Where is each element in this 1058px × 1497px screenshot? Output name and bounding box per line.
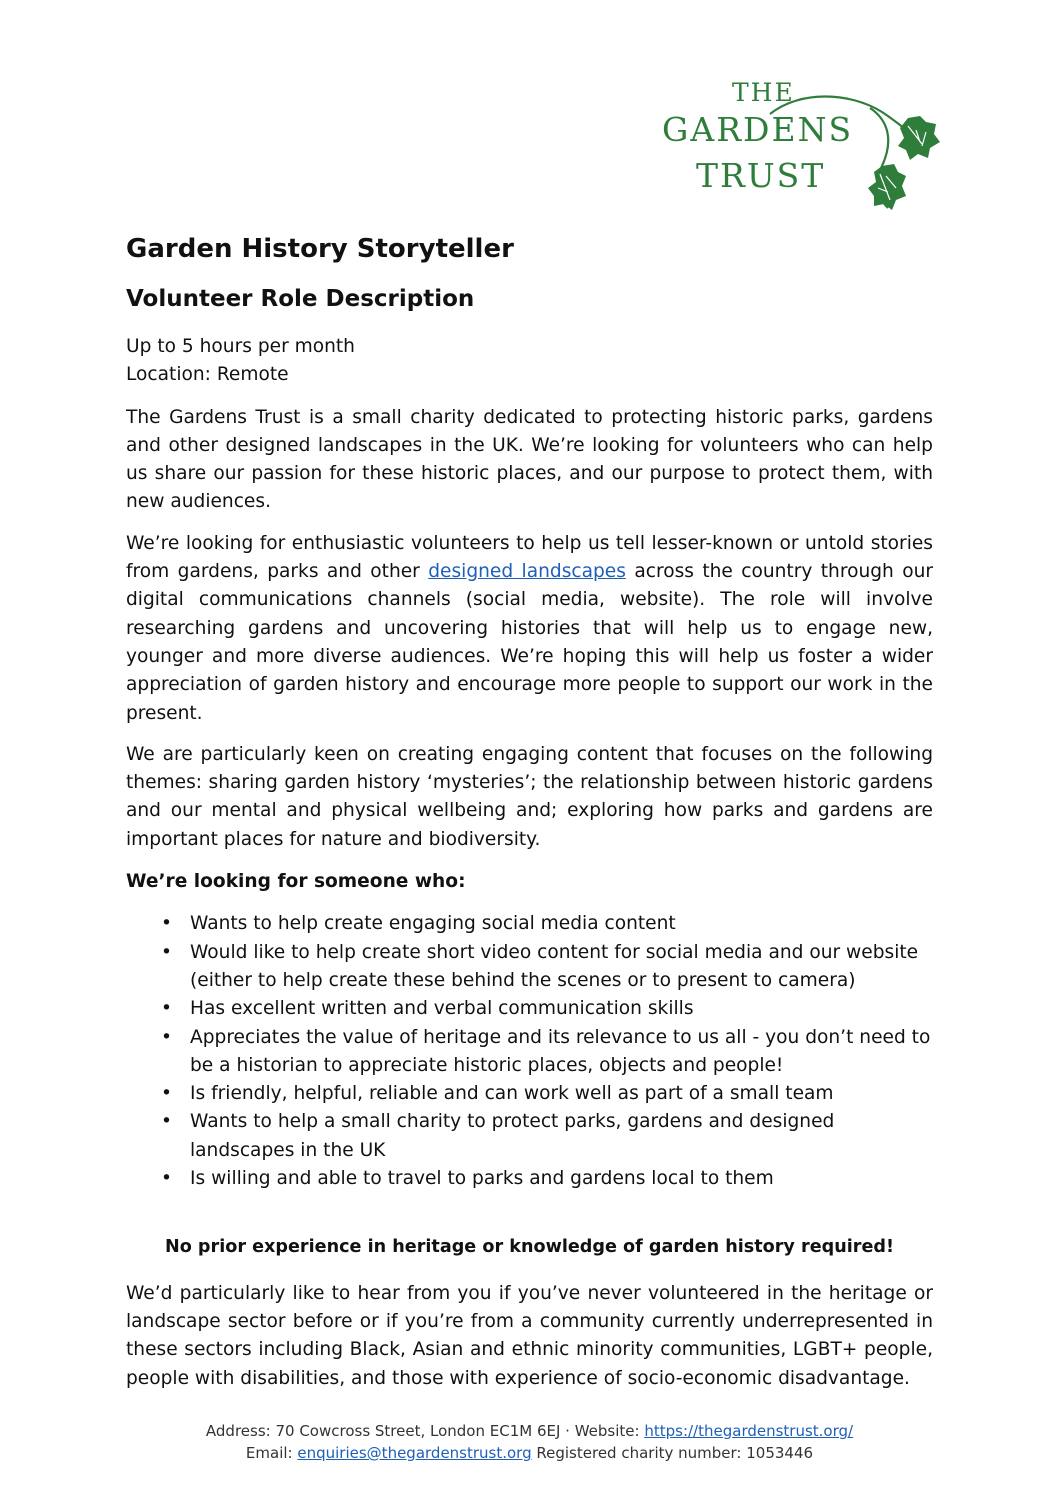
- list-item: [126, 995, 933, 1023]
- bullet-icon: •: [161, 998, 172, 1020]
- list-item-text: Appreciates the value of heritage and its relevance to us all - you don’t need to be a historian to appreciate historic places, objects and people!: [190, 1026, 931, 1076]
- list-item: [126, 1108, 933, 1165]
- footer-address-line: [126, 1420, 933, 1442]
- list-item: [126, 1165, 933, 1193]
- list-item-text: Has excellent written and verbal communication skills: [190, 998, 694, 1020]
- list-item: [126, 939, 933, 996]
- list-item: [126, 910, 933, 938]
- bullet-icon: •: [161, 1026, 172, 1048]
- description-text-start: We’re looking for enthusiastic volunteers to help us tell lesser-known or untold stories from gardens, parks and other: [126, 532, 933, 583]
- charity-number: Registered charity number: 1053446: [531, 1444, 814, 1462]
- bullet-icon: •: [161, 941, 172, 963]
- bullet-icon: •: [161, 1111, 172, 1133]
- list-item-text: Would like to help create short video content for social media and our website (either to help create these behind the scenes or to present to camera): [190, 941, 919, 991]
- website-link[interactable]: https://thegardenstrust.org/: [644, 1422, 854, 1440]
- themes-paragraph: We are particularly keen on creating engaging content that focuses on the following themes: sharing garden history ‘mysteries’; the relationship between historic gardens and our mental and physical wellbeing and; exploring how parks and gardens are important places for nature and biodiversity.: [126, 743, 933, 850]
- page-title: Garden History Storyteller: [126, 234, 514, 264]
- page-subtitle: Volunteer Role Description: [126, 286, 475, 312]
- footer-address: Address: 70 Cowcross Street, London EC1M 6EJ · Website:: [205, 1422, 645, 1440]
- footer-contact-line: [126, 1442, 933, 1464]
- email-link[interactable]: enquiries@thegardenstrust.org: [297, 1444, 532, 1462]
- requirements-heading: We’re looking for someone who:: [126, 871, 466, 893]
- logo-text-trust: TRUST: [696, 156, 826, 195]
- document-body: [126, 232, 933, 1393]
- bullet-icon: •: [161, 913, 172, 935]
- bullet-icon: •: [161, 1083, 172, 1105]
- location-text: Location: Remote: [126, 364, 289, 386]
- closing-paragraph: We’d particularly like to hear from you if you’ve never volunteered in the heritage or landscape sector before or if you’re from a community currently underrepresented in these sectors including Black, Asian and ethnic minority communities, LGBT+ people, people with disabilities, and those with experience of socio-economic disadvantage.: [126, 1282, 933, 1389]
- bullet-icon: •: [161, 1168, 172, 1190]
- list-item-text: Wants to help a small charity to protect parks, gardens and designed landscapes in the UK: [190, 1111, 835, 1161]
- list-item: [126, 1080, 933, 1108]
- list-item-text: Is friendly, helpful, reliable and can work well as part of a small team: [190, 1083, 834, 1105]
- designed-landscapes-link[interactable]: designed landscapes: [428, 561, 626, 583]
- footer-email-label: Email:: [245, 1444, 298, 1462]
- list-item: [126, 1024, 933, 1081]
- description-paragraph: [126, 530, 933, 728]
- role-meta: [126, 333, 933, 390]
- description-text-end: across the country through our digital communications channels (social media, website). The role will involve researching gardens and uncovering histories that will help us to engage new, younger and more diverse audiences. We’re hoping this will help us foster a wider appreciation of garden history and encourage more people to support our work in the present.: [126, 561, 934, 724]
- logo-text-the: THE: [732, 78, 795, 107]
- no-experience-callout: No prior experience in heritage or knowledge of garden history required!: [165, 1237, 894, 1258]
- intro-paragraph: The Gardens Trust is a small charity dedicated to protecting historic parks, gardens and other designed landscapes in the UK. We’re looking for volunteers who can help us share our passion for these historic places, and our purpose to protect them, with new audiences.: [126, 406, 933, 513]
- logo-text-gardens: GARDENS: [662, 110, 854, 149]
- gardens-trust-logo: [660, 74, 940, 216]
- list-item-text: Is willing and able to travel to parks and gardens local to them: [190, 1168, 774, 1190]
- hours-text: Up to 5 hours per month: [126, 336, 355, 357]
- page-footer: [126, 1420, 933, 1464]
- requirements-list: [126, 910, 933, 1193]
- list-item-text: Wants to help create engaging social media content: [190, 913, 676, 935]
